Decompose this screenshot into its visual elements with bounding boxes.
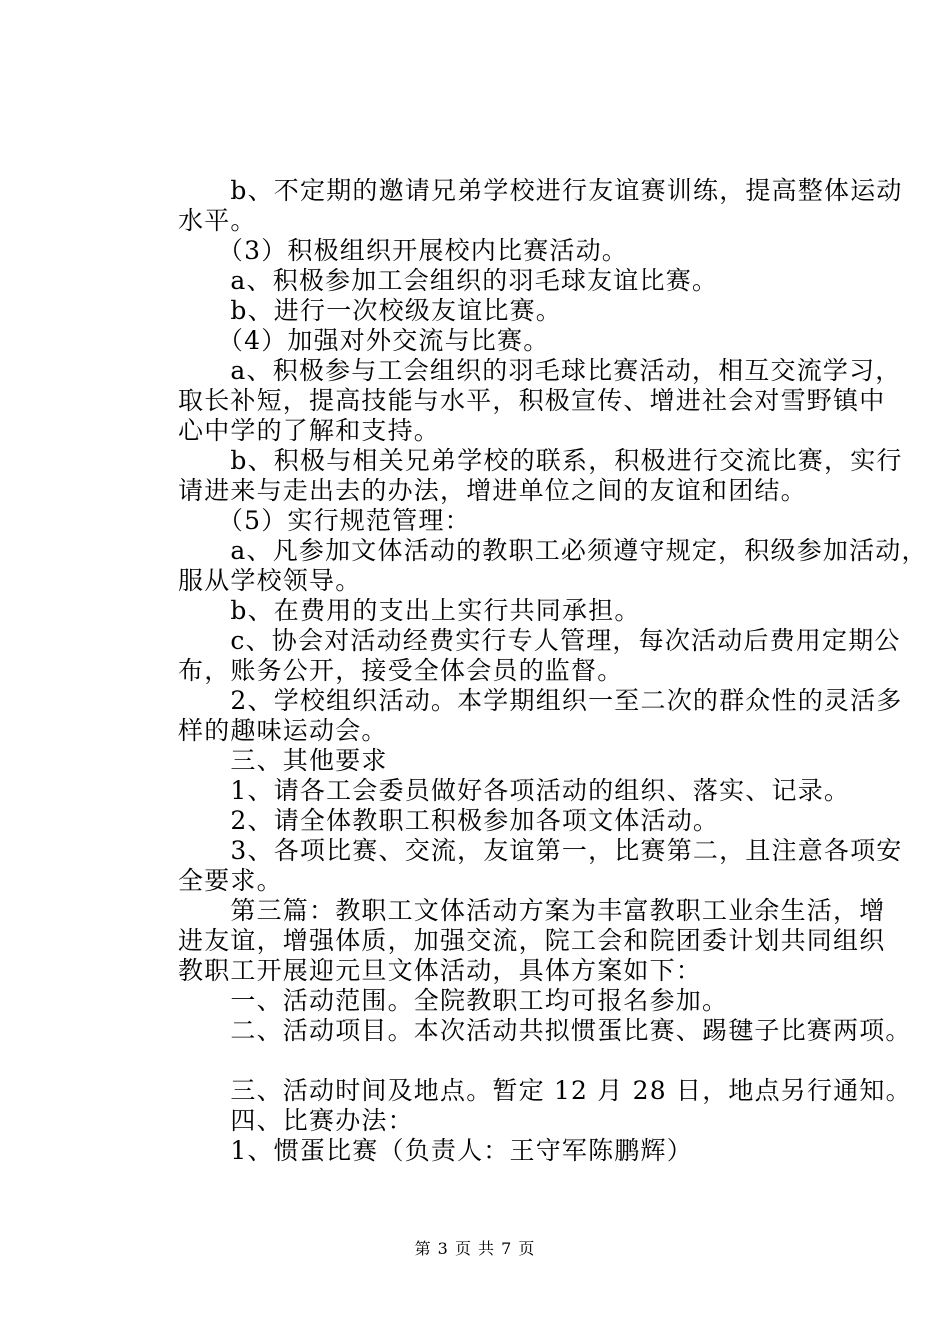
text-line: a、积极参加工会组织的羽毛球友谊比赛。 xyxy=(178,266,719,295)
blank-line xyxy=(178,1046,868,1076)
text-line: 1、惯蛋比赛（负责人：王守军陈鹏辉） xyxy=(178,1136,693,1165)
text-line: 全要求。 xyxy=(178,866,283,895)
text-line: a、凡参加文体活动的教职工必须遵守规定，积级参加活动， xyxy=(178,536,928,565)
text-line: 3、各项比赛、交流，友谊第一，比赛第二，且注意各项安 xyxy=(178,836,903,865)
text-line: 水平。 xyxy=(178,206,257,235)
text-line: 一、活动范围。全院教职工均可报名参加。 xyxy=(178,986,729,1015)
text-line: 取长补短，提高技能与水平，积极宣传、增进社会对雪野镇中 xyxy=(178,386,886,415)
text-line: 样的趣味运动会。 xyxy=(178,716,388,745)
text-line: c、协会对活动经费实行专人管理，每次活动后费用定期公 xyxy=(178,626,901,655)
text-line: 三、其他要求 xyxy=(178,746,388,775)
text-line: 第三篇：教职工文体活动方案为丰富教职工业余生活，增 xyxy=(178,896,886,925)
text-line: 2、请全体教职工积极参加各项文体活动。 xyxy=(178,806,720,835)
document-body xyxy=(178,176,928,1166)
text-line: a、积极参与工会组织的羽毛球比赛活动，相互交流学习， xyxy=(178,356,902,385)
text-line: 二、活动项目。本次活动共拟惯蛋比赛、踢毽子比赛两项。 xyxy=(178,1016,912,1045)
text-line: 布，账务公开，接受全体会员的监督。 xyxy=(178,656,624,685)
text-line: b、积极与相关兄弟学校的联系，积极进行交流比赛，实行 xyxy=(178,446,903,475)
text-line: 1、请各工会委员做好各项活动的组织、落实、记录。 xyxy=(178,776,851,805)
text-line: 心中学的了解和支持。 xyxy=(178,416,441,445)
text-line: 四、比赛办法： xyxy=(178,1106,414,1135)
text-line: 教职工开展迎元旦文体活动，具体方案如下： xyxy=(178,956,703,985)
text-line: 三、活动时间及地点。暂定 12 月 28 日，地点另行通知。 xyxy=(178,1076,912,1105)
page-number-footer: 第 3 页 共 7 页 xyxy=(414,1239,536,1258)
text-line: （3）积极组织开展校内比赛活动。 xyxy=(178,236,629,265)
text-line: （4）加强对外交流与比赛。 xyxy=(178,326,550,355)
text-line: b、进行一次校级友谊比赛。 xyxy=(178,296,563,325)
text-line: 服从学校领导。 xyxy=(178,566,362,595)
text-line: b、不定期的邀请兄弟学校进行友谊赛训练，提高整体运动 xyxy=(178,176,903,205)
text-line: （5）实行规范管理： xyxy=(178,506,471,535)
text-line: 进友谊，增强体质，加强交流，院工会和院团委计划共同组织 xyxy=(178,926,886,955)
text-line: 请进来与走出去的办法，增进单位之间的友谊和团结。 xyxy=(178,476,807,505)
text-line: b、在费用的支出上实行共同承担。 xyxy=(178,596,641,625)
text-line: 2、学校组织活动。本学期组织一至二次的群众性的灵活多 xyxy=(178,686,903,715)
